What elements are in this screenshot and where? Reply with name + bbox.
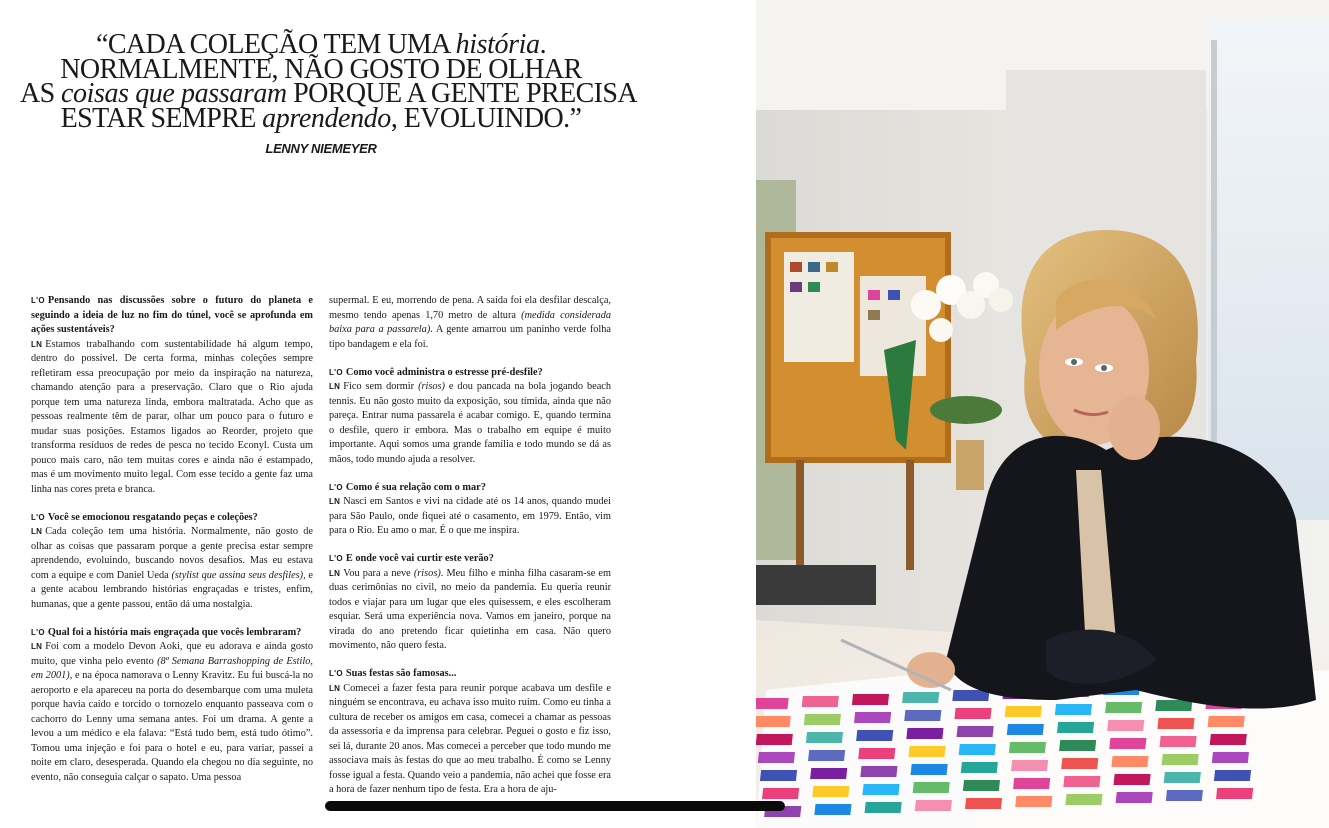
iris: [1071, 359, 1077, 365]
interview-question: L'O Como você administra o estresse pré-desfile?: [329, 366, 543, 378]
color-swatch: [1157, 718, 1194, 729]
color-swatch: [906, 728, 943, 739]
board-swatch: [868, 290, 880, 300]
color-swatch: [1059, 740, 1096, 751]
pull-quote-line-2: NORMALMENTE, NÃO GOSTO DE OLHAR: [60, 53, 582, 85]
interview-question: L'O Qual foi a história mais engraçada que vocês lembraram?: [31, 626, 302, 638]
color-swatch: [904, 710, 941, 721]
color-swatch: [1011, 760, 1048, 771]
color-swatch: [806, 732, 843, 743]
color-swatch: [1214, 770, 1251, 781]
book-stack: [756, 565, 876, 605]
color-swatch: [756, 716, 791, 727]
horizontal-scrollbar[interactable]: [325, 801, 785, 811]
color-swatch: [760, 770, 797, 781]
color-swatch: [1009, 742, 1046, 753]
color-swatch: [915, 800, 952, 811]
interview-answer: LN Vou para a neve (risos). Meu filho e minha filha casaram-se em duas cerimônias no civil, no meio da pandemia. Eu queria reunir todos e viajar para um lugar que eles quisessem, e eles escolheram esquiar. Será uma experiência nova. Vamos em janeiro, porque na virada do ano pretendo ficar quietinha em casa. Não quero movimento, não quero festa.: [329, 567, 611, 651]
color-swatch: [808, 750, 845, 761]
color-swatch: [965, 798, 1002, 809]
color-swatch: [756, 734, 793, 745]
color-swatch: [1005, 706, 1042, 717]
interview-answer: LN Foi com a modelo Devon Aoki, que eu adorava e ainda gosto muito, que vinha pelo evento (8ª Semana Barrashopping de Estilo, em 2001), e na época namorava o Lenny Kravitz. Eu fui buscá-la no aeroporto e ela apareceu na porta do desembarque com uma muleta porque havia caído e torcido o tornozelo enquanto passeava com o cachorro do Lenny uma semana antes. Foi um drama. A gente a levou a um médico e ela falava: “Está tudo bem, está tudo ótimo”. Tomou uma injeção e foi para o hotel e eu, para variar, passei a noite em claro, desesperada. Quando ela chegou no dia seguinte, no evento, não conseguia calçar o sapato. Uma pessoa: [31, 641, 313, 783]
interview-answer: LN Nasci em Santos e vivi na cidade até os 14 anos, quando mudei para São Paulo, onde fiquei até o casamento, em 1979. Então, vim para o Rio. Eu amo o mar. É o que me inspira.: [329, 496, 611, 536]
pull-quote-line-1: “CADA COLEÇÃO TEM UMA história.: [96, 29, 546, 60]
color-swatch: [1065, 794, 1102, 805]
interviewee-tag: LN: [31, 339, 43, 349]
portrait-photo-illustration: [756, 0, 1329, 828]
interview-question: L'O Como é sua relação com o mar?: [329, 481, 486, 493]
interview-answer: LN Fico sem dormir (risos) e dou pancada na bola jogando beach tennis. Eu não gosto muito da exposição, sou tímida, ainda que não pareça. Entrar numa passarela é acabar comigo. E, quando termina o desfile, quero ir embora. Mas o trabalho em equipe é muito importante. Aqui somos uma grande família e todo mundo se dá as mãos, todo mundo ajuda a resolver.: [329, 381, 612, 465]
article-column-2: [329, 294, 611, 811]
interviewee-tag: LN: [329, 497, 341, 506]
color-swatch: [1162, 754, 1199, 765]
color-swatch: [860, 766, 897, 777]
interviewee-tag: LN: [31, 642, 43, 651]
board-swatch: [868, 310, 880, 320]
interviewer-tag: L'O: [329, 554, 343, 563]
color-swatch: [1159, 736, 1196, 747]
interviewee-tag: LN: [329, 683, 341, 693]
color-swatch: [961, 762, 998, 773]
color-swatch: [862, 784, 899, 795]
interview-answer: supermal. E eu, morrendo de pena. A saída foi ela desfilar descalça, mesmo tendo apenas 1,70 metro de altura (medida considerada baixa para a passarela). A gente amarrou um paninho verde folha tipo bandagem e ela foi.: [329, 295, 611, 350]
color-swatch: [1212, 752, 1249, 763]
color-swatch: [1166, 790, 1203, 801]
color-swatch: [1113, 774, 1150, 785]
color-swatch: [1164, 772, 1201, 783]
color-swatch: [858, 748, 895, 759]
interviewer-tag: L'O: [329, 367, 343, 377]
color-swatch: [1007, 724, 1044, 735]
board-swatch: [790, 262, 802, 272]
color-swatch: [1109, 738, 1146, 749]
color-swatch: [1208, 716, 1245, 727]
interviewer-tag: L'O: [31, 512, 45, 522]
interview-question: L'O Pensando nas discussões sobre o futuro do planeta e seguindo a ideia de luz no fim do túnel, você se aprofunda em ações sustentáveis?: [31, 295, 313, 335]
color-swatch: [1216, 788, 1253, 799]
color-swatch: [854, 712, 891, 723]
color-swatch: [758, 752, 795, 763]
color-swatch: [959, 744, 996, 755]
interview-question: L'O Suas festas são famosas...: [329, 668, 457, 679]
color-swatch: [908, 746, 945, 757]
color-swatch: [1116, 792, 1153, 803]
color-swatch: [756, 698, 789, 709]
color-swatch: [856, 730, 893, 741]
pull-quote-line-3: AS coisas que passaram PORQUE A GENTE PRECISA: [20, 78, 637, 109]
color-swatch: [1111, 756, 1148, 767]
easel-leg: [906, 460, 914, 570]
color-swatch: [814, 804, 851, 815]
color-swatch: [1063, 776, 1100, 787]
color-swatch: [1107, 720, 1144, 731]
board-swatch: [808, 262, 820, 272]
iris: [1101, 365, 1107, 371]
pull-quote-author: LENNY NIEMEYER: [265, 141, 377, 156]
color-swatch: [865, 802, 902, 813]
board-swatch: [808, 282, 820, 292]
color-swatch: [911, 764, 948, 775]
writing-hand: [907, 652, 955, 688]
color-swatch: [954, 708, 991, 719]
hand-on-chin: [1108, 396, 1160, 460]
article-column-1: [31, 294, 313, 799]
color-swatch: [913, 782, 950, 793]
color-swatch: [1055, 704, 1092, 715]
color-swatch: [1210, 734, 1247, 745]
color-swatch: [802, 696, 839, 707]
interviewee-tag: LN: [329, 382, 341, 391]
portrait-photo: [756, 0, 1329, 828]
color-swatch: [1155, 700, 1192, 711]
color-swatch: [1061, 758, 1098, 769]
interviewer-tag: L'O: [329, 482, 343, 492]
interviewer-tag: L'O: [31, 627, 45, 637]
board-swatch: [888, 290, 900, 300]
color-swatch: [812, 786, 849, 797]
interview-answer: LN Cada coleção tem uma história. Normalmente, não gosto de olhar as coisas que passaram porque a gente precisa estar sempre aprendendo, evoluindo, buscando novos desafios. Mas eu estava com a equipe e com Daniel Ueda (stylist que assina seus desfiles), e a gente acabou lembrando histórias engraçadas e tristes, enfim, humanas, que a gente passou, então dá uma nostalgia.: [31, 526, 313, 610]
color-swatch: [1013, 778, 1050, 789]
color-swatch: [810, 768, 847, 779]
color-swatch: [762, 788, 799, 799]
color-swatch: [1057, 722, 1094, 733]
board-swatch: [790, 282, 802, 292]
color-swatch: [804, 714, 841, 725]
interview-answer: LN Comecei a fazer festa para reunir porque acabava um desfile e ninguém se encontrava, eu achava isso muito ruim. Como eu tinha a cultura de receber os amigos em casa, comecei a chamar as pessoas da assessoria e da imprensa para celebrar. Peguei o gosto e fiz isso, sei lá, durante 20 anos. Mas comecei a perceber que todo mundo me associava mais às festas do que ao meu trabalho. É como se Lenny fosse igual a festa. Quando veio a pandemia, não achei que fosse era a hora de fazer nenhum tipo de festa. Era a hora de aju-: [329, 682, 611, 795]
interview-question: L'O Você se emocionou resgatando peças e coleções?: [31, 511, 258, 523]
pull-quote-line-4: ESTAR SEMPRE aprendendo, EVOLUINDO.”: [60, 102, 582, 134]
interviewee-tag: LN: [329, 568, 341, 578]
interview-answer: LN Estamos trabalhando com sustentabilidade há algum tempo, dentro do possível. De certa forma, minhas coleções sempre refletiram essa preocupação por meio da inspiração na natureza, chamando atenção para a preservação. Claro que o Rio ajuda porque tem uma natureza linda, embora maltratada. Acho que as pessoas realmente têm de parar, olhar um pouco para o futuro e mudar suas posições. Estamos ligados ao Reorder, projeto que transforma resíduos de redes de pesca no tecido Econyl. Custa um pouco mais caro, não tem muitas cores e ainda não é estampado, mas é um movimento muito legal. Com esse tecido a gente faz uma linha nas cores preta e branca.: [31, 338, 313, 495]
color-swatch: [957, 726, 994, 737]
window: [1208, 20, 1329, 520]
interviewer-tag: L'O: [31, 296, 45, 305]
board-swatch: [826, 262, 838, 272]
color-swatch: [902, 692, 939, 703]
easel-leg: [796, 460, 804, 570]
color-swatch: [1015, 796, 1052, 807]
interview-question: L'O E onde você vai curtir este verão?: [329, 553, 494, 564]
interviewer-tag: L'O: [329, 669, 343, 678]
pull-quote: [20, 29, 637, 134]
interviewee-tag: LN: [31, 527, 43, 536]
color-swatch: [963, 780, 1000, 791]
color-swatch: [1105, 702, 1142, 713]
color-swatch: [852, 694, 889, 705]
